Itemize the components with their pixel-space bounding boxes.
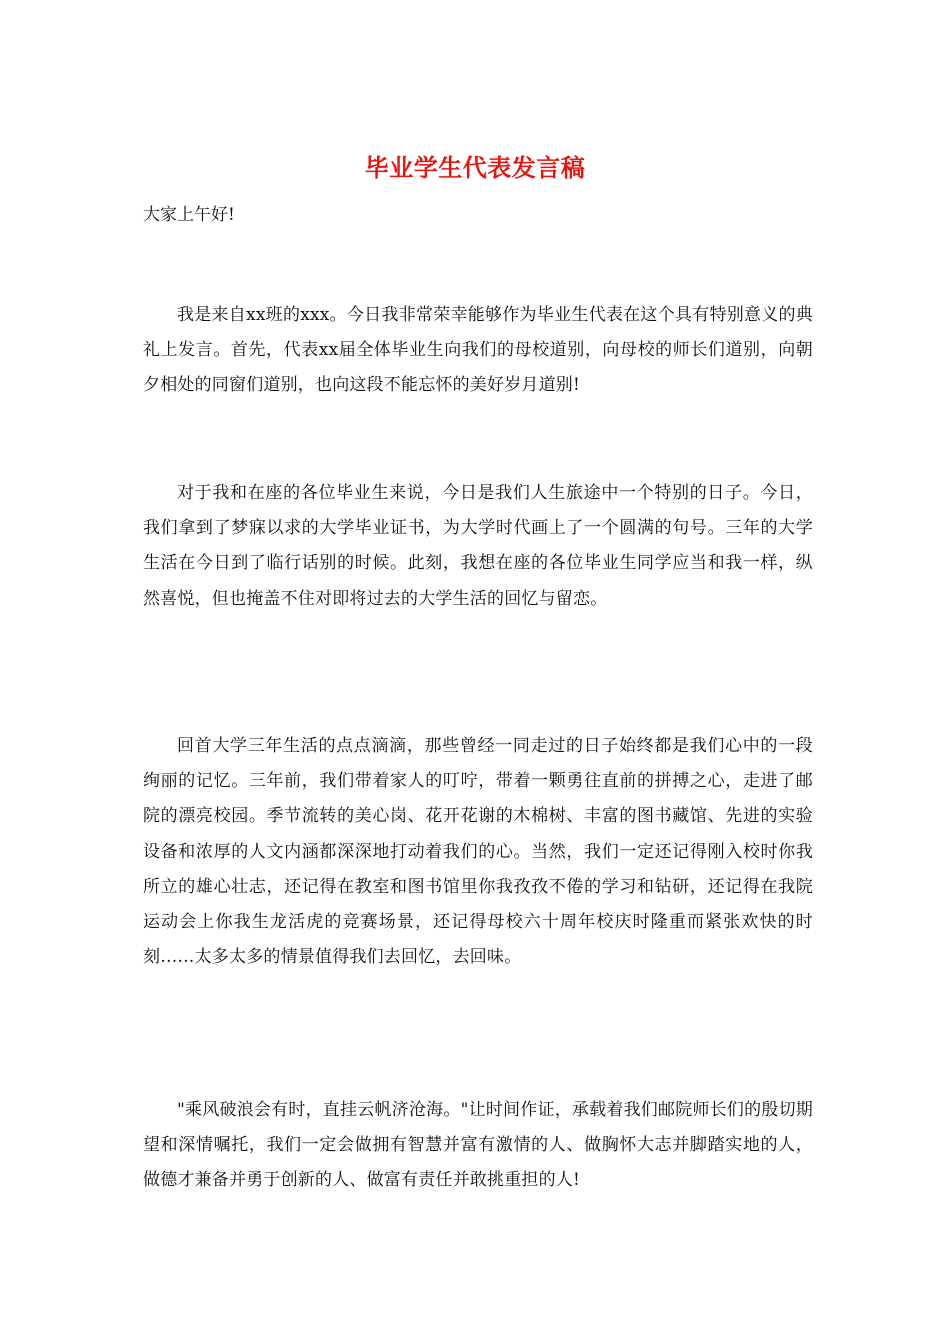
paragraph-2: 对于我和在座的各位毕业生来说，今日是我们人生旅途中一个特别的日子。今日，我们拿到了梦寐以求的大学毕业证书，为大学时代画上了一个圆满的句号。三年的大学生活在今日到了临行话别的时候。此刻，我想在座的各位毕业生同学应当和我一样，纵然喜悦，但也掩盖不住对即将过去的大学生活的回忆与留恋。 [143, 483, 813, 609]
paragraph-4: "乘风破浪会有时，直挂云帆济沧海。"让时间作证，承载着我们邮院师长们的殷切期望和深情嘱托，我们一定会做拥有智慧并富有激情的人、做胸怀大志并脚踏实地的人，做德才兼备并勇于创新的人、做富有责任并敢挑重担的人! [143, 1100, 813, 1191]
document-title: 毕业学生代表发言稿 [364, 153, 586, 182]
paragraph-1: 我是来自xx班的xxx。今日我非常荣幸能够作为毕业生代表在这个具有特别意义的典礼上发言。首先，代表xx届全体毕业生向我们的母校道别，向母校的师长们道别，向朝夕相处的同窗们道别，也向这段不能忘怀的美好岁月道别! [143, 305, 813, 396]
greeting-line: 大家上午好! [143, 205, 235, 225]
paragraph-3: 回首大学三年生活的点点滴滴，那些曾经一同走过的日子始终都是我们心中的一段绚丽的记忆。三年前，我们带着家人的叮咛，带着一颗勇往直前的拼搏之心，走进了邮院的漂亮校园。季节流转的美心岗、花开花谢的木棉树、丰富的图书藏馆、先进的实验设备和浓厚的人文内涵都深深地打动着我们的心。当然，我们一定还记得刚入校时你我所立的雄心壮志，还记得在教室和图书馆里你我孜孜不倦的学习和钻研，还记得在我院运动会上你我生龙活虎的竞赛场景，还记得母校六十周年校庆时隆重而紧张欢快的时刻……太多太多的情景值得我们去回忆，去回味。 [143, 736, 813, 968]
